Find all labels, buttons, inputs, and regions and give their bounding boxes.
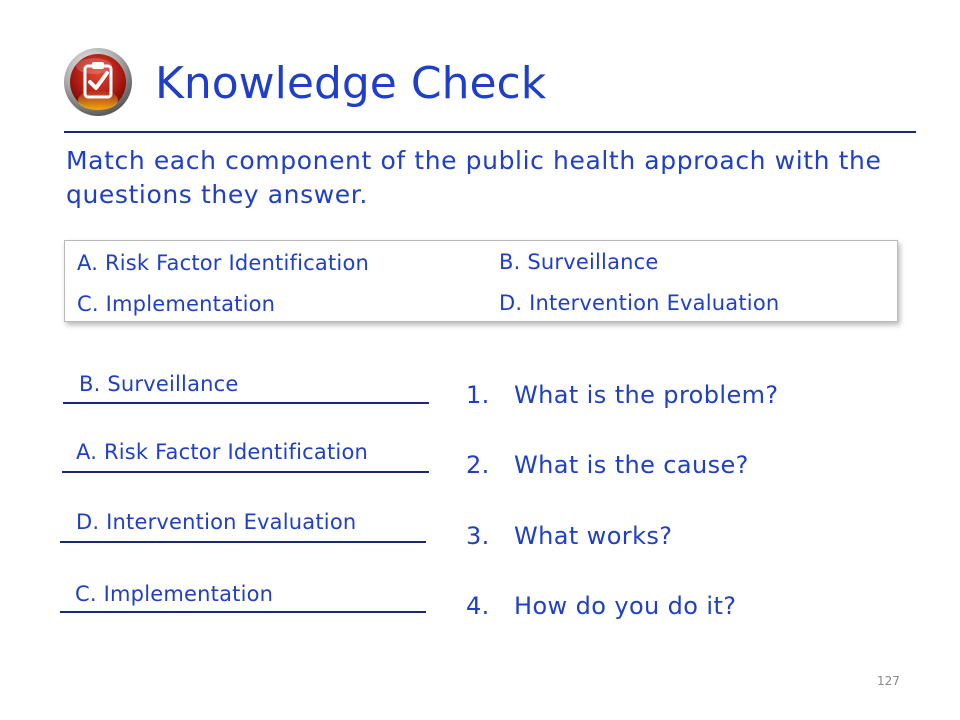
answer-1: B. Surveillance bbox=[79, 372, 239, 396]
question-1-number: 1. bbox=[466, 381, 490, 409]
answer-1-line bbox=[63, 402, 429, 404]
page-number: 127 bbox=[877, 674, 900, 688]
option-b: B. Surveillance bbox=[499, 250, 659, 274]
title-divider bbox=[64, 131, 916, 133]
instructions-text: Match each component of the public health approach with the questions they answer. bbox=[66, 146, 882, 209]
question-3-number: 3. bbox=[466, 522, 490, 550]
checklist-clipboard-icon bbox=[62, 46, 134, 118]
question-4-text: How do you do it? bbox=[514, 592, 737, 620]
answer-2-line bbox=[62, 471, 429, 473]
option-d: D. Intervention Evaluation bbox=[499, 291, 780, 315]
question-2-text: What is the cause? bbox=[514, 451, 749, 479]
question-3-text: What works? bbox=[514, 522, 673, 550]
question-2-number: 2. bbox=[466, 451, 490, 479]
question-4 bbox=[466, 591, 736, 621]
question-2 bbox=[466, 450, 749, 480]
answer-4: C. Implementation bbox=[75, 582, 274, 606]
answer-4-line bbox=[60, 611, 426, 613]
answer-3: D. Intervention Evaluation bbox=[76, 510, 357, 534]
question-1 bbox=[466, 380, 779, 410]
option-c: C. Implementation bbox=[77, 292, 276, 316]
options-box bbox=[64, 240, 898, 322]
answer-3-line bbox=[60, 541, 426, 543]
answer-2: A. Risk Factor Identification bbox=[76, 440, 368, 464]
question-1-text: What is the problem? bbox=[514, 381, 779, 409]
question-4-number: 4. bbox=[466, 592, 490, 620]
page-title: Knowledge Check bbox=[155, 58, 547, 109]
option-a: A. Risk Factor Identification bbox=[77, 251, 369, 275]
question-3 bbox=[466, 521, 672, 551]
